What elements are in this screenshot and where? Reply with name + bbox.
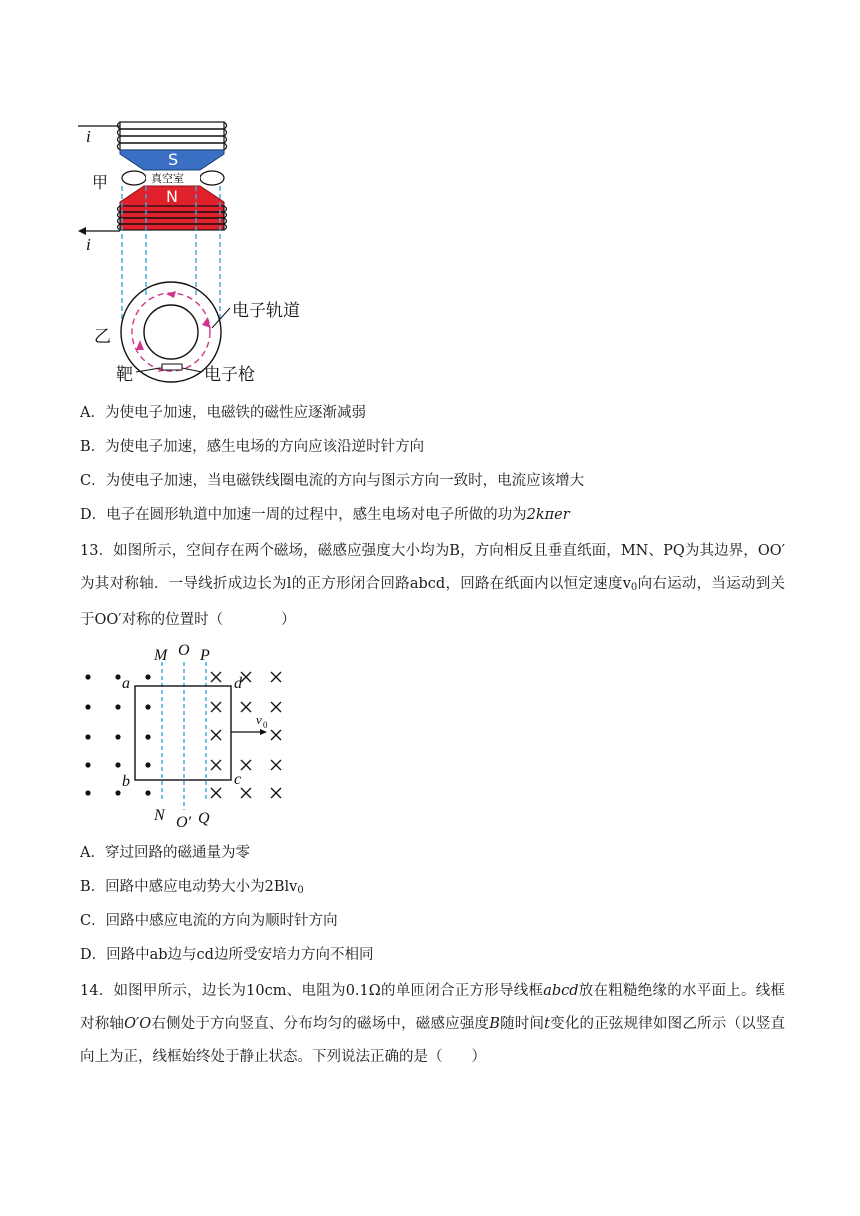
q14-stem-b: B <box>489 1016 500 1032</box>
betatron-figure <box>78 110 328 390</box>
q12-option-c: C．为使电子加速，当电磁铁线圈电流的方向与图示方向一致时，电流应该增大 <box>80 473 585 489</box>
label-n: N <box>154 807 165 824</box>
q13-stem-tail: 向右运动，当运动到关于OO′对称的位置时（ ） <box>80 576 786 628</box>
label-b: b <box>122 773 130 790</box>
q13-option-d: D．回路中ab边与cd边所受安培力方向不相同 <box>80 947 374 963</box>
q13-option-c: C．回路中感应电流的方向为顺时针方向 <box>80 913 338 929</box>
label-v: v <box>256 712 262 727</box>
label-o-prime: O′ <box>176 814 192 830</box>
q12-option-d <box>80 505 570 525</box>
label-d: d <box>234 675 242 692</box>
q14-stem-p5: 变化的正弦规律如图乙所示（以竖直向上为正，线框始终处于静止状态。下列说法正确的是（ ） <box>80 1016 786 1065</box>
q14-stem-abcd: abcd <box>543 983 579 999</box>
q13-option-a: A．穿过回路的磁通量为零 <box>80 845 250 861</box>
vacuum-label: 真空室 <box>151 172 184 185</box>
label-m: M <box>154 647 168 664</box>
q14-stem-p1: 14．如图甲所示，边长为10cm、电阻为0.1Ω的单匝闭合正方形导线框 <box>80 983 544 999</box>
label-v-sub: 0 <box>263 720 268 730</box>
q13-option-b-text: B．回路中感应电动势大小为2Blv <box>80 879 298 895</box>
q13-stem <box>80 535 785 637</box>
s-pole-label: S <box>168 150 179 169</box>
current-bottom-label: i <box>86 235 91 254</box>
yi-label: 乙 <box>94 327 111 347</box>
q13-figure <box>78 640 298 830</box>
q12-option-d-text: D．电子在圆形轨道中加速一周的过程中，感生电场对电子所做的功为 <box>80 507 527 523</box>
jia-label: 甲 <box>92 173 109 192</box>
n-pole-label: N <box>166 187 178 206</box>
label-o: O <box>178 642 190 659</box>
label-a: a <box>122 675 130 692</box>
orbit-label: 电子轨道 <box>232 301 300 321</box>
q12-option-a: A．为使电子加速，电磁铁的磁性应逐渐减弱 <box>80 405 366 421</box>
q14-stem-p3: 右侧处于方向竖直、分布均匀的磁场中，磁感应强度 <box>151 1016 490 1032</box>
q13-option-b <box>80 877 304 901</box>
q13-stem-text: 13．如图所示，空间存在两个磁场，磁感应强度大小均为B，方向相反且垂直纸面，MN、PQ为其边界，OO′为其对称轴．一导线折成边长为l的正方形闭合回路abcd，回路在纸面内以恒定速度v <box>80 543 785 592</box>
q14-stem-axis: O′O <box>124 1016 152 1032</box>
q14-stem-p2: 放在粗糙绝缘的水平面上。线框对称轴 <box>80 983 785 1032</box>
target-label: 靶 <box>116 365 133 385</box>
current-top-label: i <box>86 127 91 146</box>
q12-option-b: B．为使电子加速，感生电场的方向应该沿逆时针方向 <box>80 439 425 455</box>
label-c: c <box>234 771 242 788</box>
q14-stem-p4: 随时间 <box>499 1016 545 1032</box>
q13-stem-sub: 0 <box>630 582 638 593</box>
label-p: P <box>200 647 210 664</box>
q14-stem-t: t <box>544 1016 550 1032</box>
gun-label: 电子枪 <box>204 365 255 385</box>
label-q: Q <box>198 810 210 827</box>
q14-stem <box>80 975 785 1074</box>
q13-option-b-sub: 0 <box>297 885 304 896</box>
q12-option-d-formula: 2kπer <box>526 507 570 523</box>
